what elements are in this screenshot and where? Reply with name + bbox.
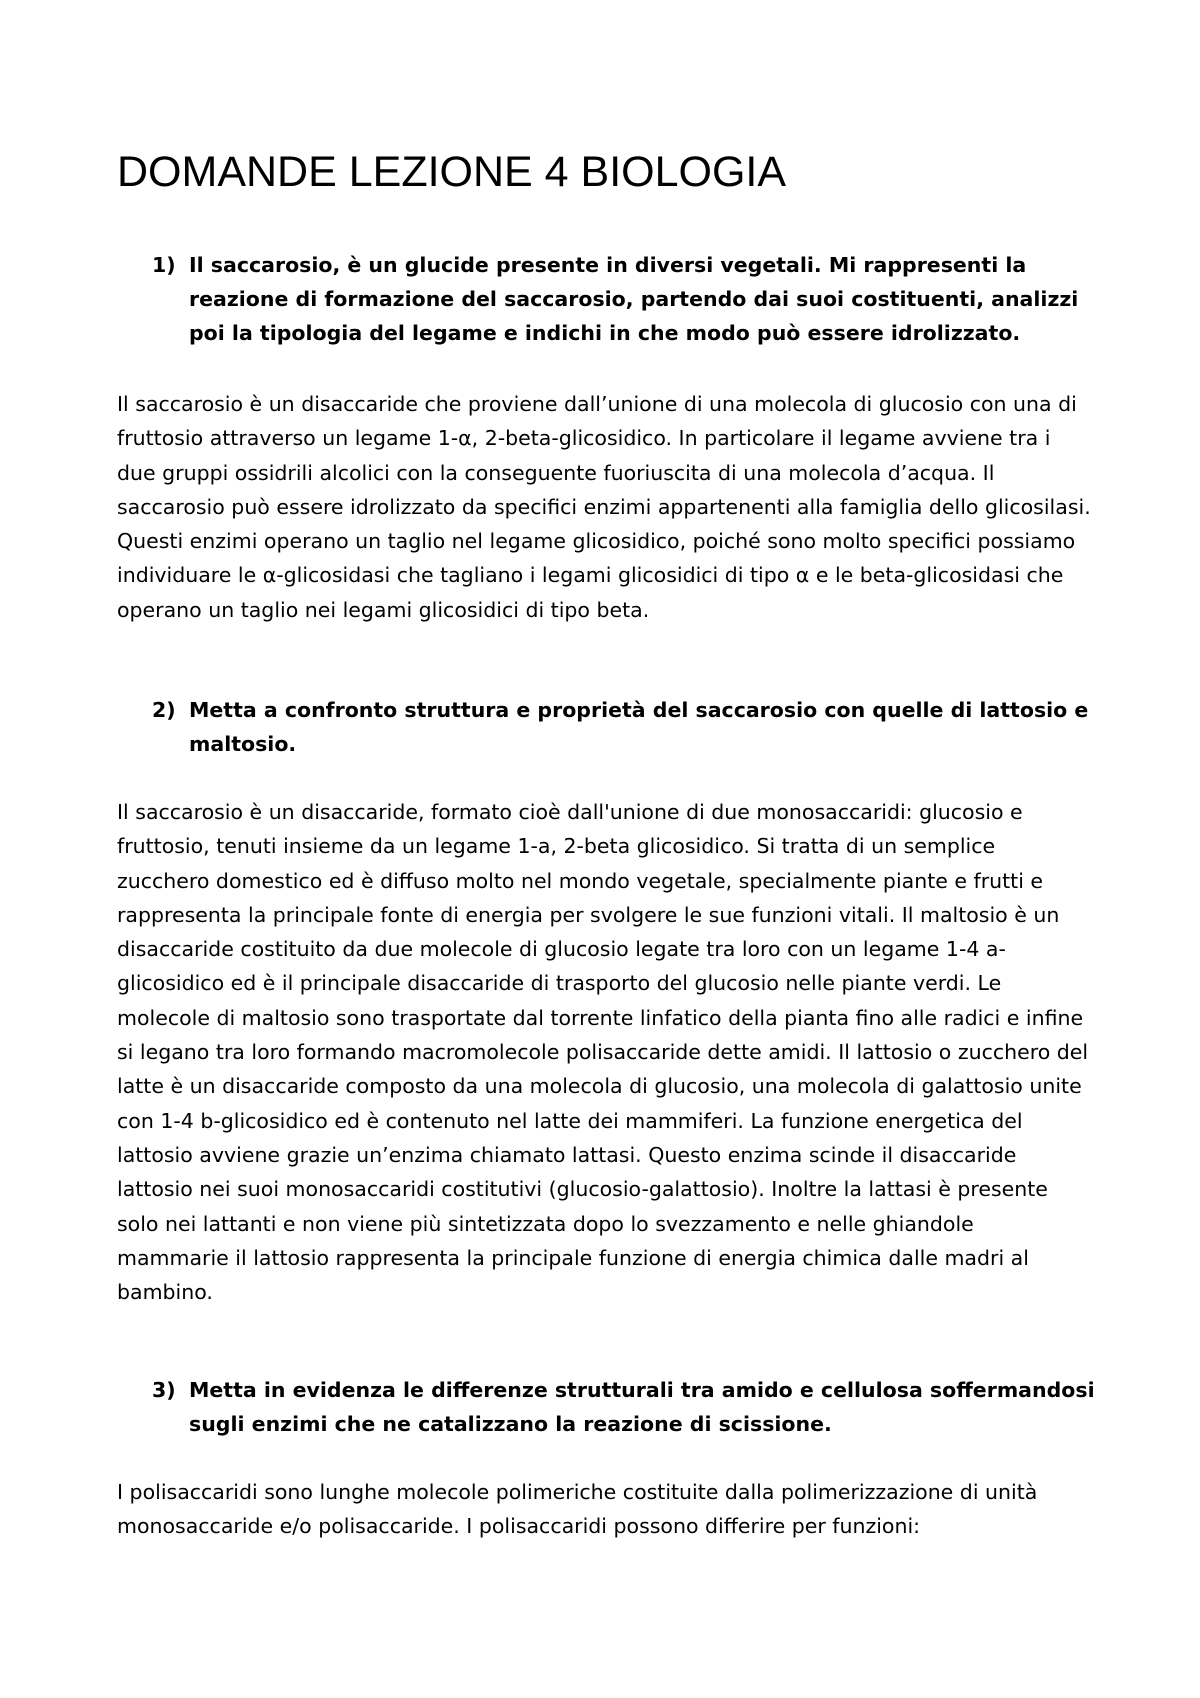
question-number: 1) bbox=[152, 253, 176, 277]
answer-2: Il saccarosio è un disaccaride, formato cioè dall'unione di due monosaccaridi: glucosio e fruttosio, tenuti insieme da un legame 1-a, 2-beta glicosidico. Si tratta di un semplice zucchero domestico ed è diffuso molto nel mondo vegetale, specialmente piante e frutti e rappresenta la principale fonte di energia per svolgere le sue funzioni vitali. Il maltosio è un disaccaride costituito da due molecole di glucosio legate tra loro con un legame 1-4 a-glicosidico ed è il principale disaccaride di trasporto del glucosio nelle piante verdi. Le molecole di maltosio sono trasportate dal torrente linfatico della pianta fino alle radici e infine si legano tra loro formando macromolecole polisaccaride dette amidi. Il lattosio o zucchero del latte è un disaccaride composto da una molecola di glucosio, una molecola di galattosio unite con 1-4 b-glicosidico ed è contenuto nel latte dei mammiferi. La funzione energetica del lattosio avviene grazie un’enzima chiamato lattasi. Questo enzima scinde il disaccaride lattosio nei suoi monosaccaridi costitutivi (glucosio-galattosio). Inoltre la lattasi è presente solo nei lattanti e non viene più sintetizzata dopo lo svezzamento e nelle ghiandole mammarie il lattosio rappresenta la principale funzione di energia chimica dalle madri al bambino. bbox=[117, 800, 1089, 1305]
question-1 bbox=[117, 248, 1097, 350]
question-text: Metta a confronto struttura e proprietà del saccarosio con quelle di lattosio e maltosio. bbox=[189, 698, 1089, 756]
question-text: Metta in evidenza le differenze strutturali tra amido e cellulosa soffermandosi sugli enzimi che ne catalizzano la reazione di scissione. bbox=[189, 1378, 1095, 1436]
answer-1: Il saccarosio è un disaccaride che proviene dall’unione di una molecola di glucosio con una di fruttosio attraverso un legame 1-α, 2-beta-glicosidico. In particolare il legame avviene tra i due gruppi ossidrili alcolici con la conseguente fuoriuscita di una molecola d’acqua. Il saccarosio può essere idrolizzato da specifici enzimi appartenenti alla famiglia dello glicosilasi. Questi enzimi operano un taglio nel legame glicosidico, poiché sono molto specifici possiamo individuare le α-glicosidasi che tagliano i legami glicosidici di tipo α e le beta-glicosidasi che operano un taglio nei legami glicosidici di tipo beta. bbox=[117, 392, 1091, 622]
document-title: DOMANDE LEZIONE 4 BIOLOGIA bbox=[117, 148, 787, 196]
question-3 bbox=[117, 1373, 1097, 1441]
question-text: Il saccarosio, è un glucide presente in diversi vegetali. Mi rappresenti la reazione di formazione del saccarosio, partendo dai suoi costituenti, analizzi poi la tipologia del legame e indichi in che modo può essere idrolizzato. bbox=[189, 253, 1079, 345]
question-2 bbox=[117, 693, 1097, 761]
answer-3: I polisaccaridi sono lunghe molecole polimeriche costituite dalla polimerizzazione di unità monosaccaride e/o polisaccaride. I polisaccaridi possono differire per funzioni: bbox=[117, 1480, 1038, 1539]
question-number: 3) bbox=[152, 1378, 176, 1402]
question-number: 2) bbox=[152, 698, 176, 722]
